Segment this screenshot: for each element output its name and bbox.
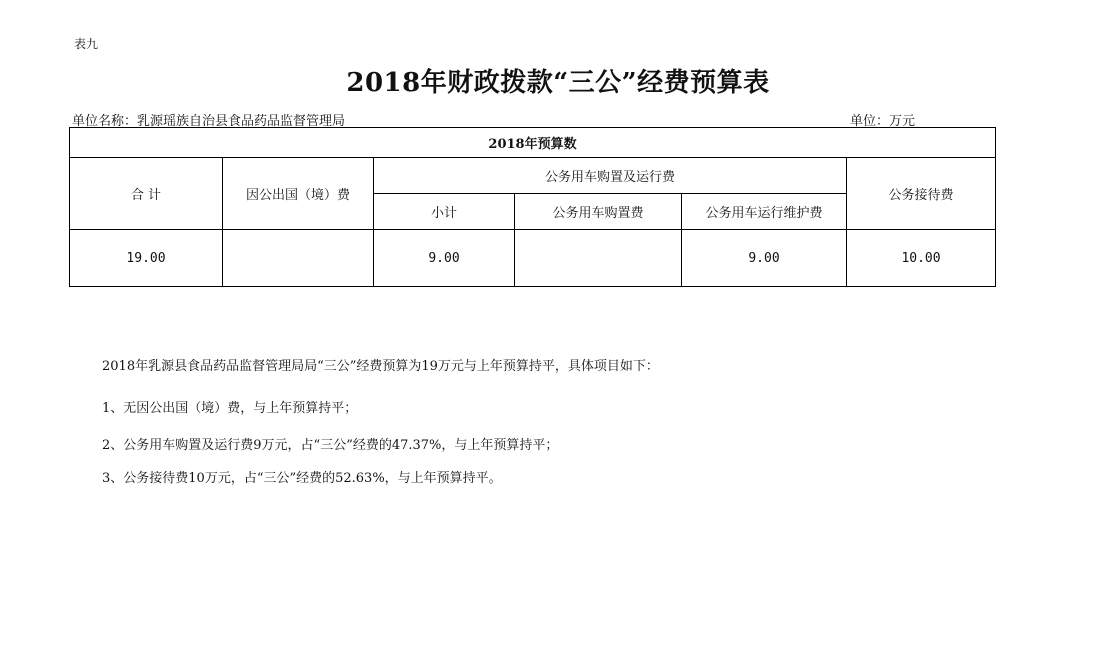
cell-total: 19.00	[70, 230, 223, 287]
cell-overseas	[223, 230, 374, 287]
note-item-2: 2、公务用车购置及运行费9万元，占“三公”经费的47.37%，与上年预算持平；	[102, 438, 559, 453]
sheet-label: 表九	[74, 37, 99, 51]
cell-vehicle-purchase	[515, 230, 682, 287]
table-row	[70, 230, 996, 287]
cell-subtotal: 9.00	[374, 230, 515, 287]
page-title: 2018年财政拨款“三公”经费预算表	[346, 68, 770, 98]
header-overseas: 因公出国（境）费	[223, 158, 374, 230]
note-summary: 2018年乳源县食品药品监督管理局局“三公”经费预算为19万元与上年预算持平，具体项目如下：	[102, 359, 659, 374]
unit-name: 单位名称：乳源瑶族自治县食品药品监督管理局	[72, 114, 346, 129]
note-item-3: 3、公务接待费10万元，占“三公”经费的52.63%，与上年预算持平。	[102, 471, 502, 486]
header-total: 合 计	[70, 158, 223, 230]
header-reception: 公务接待费	[847, 158, 996, 230]
budget-table	[69, 127, 996, 287]
header-vehicle-operation: 公务用车运行维护费	[682, 194, 847, 230]
cell-reception: 10.00	[847, 230, 996, 287]
header-vehicle-group: 公务用车购置及运行费	[374, 158, 847, 194]
header-subtotal: 小计	[374, 194, 515, 230]
table-header-year: 2018年预算数	[70, 128, 996, 158]
unit-label: 单位：万元	[850, 114, 916, 129]
cell-vehicle-operation: 9.00	[682, 230, 847, 287]
note-item-1: 1、无因公出国（境）费，与上年预算持平；	[102, 401, 358, 416]
header-vehicle-purchase: 公务用车购置费	[515, 194, 682, 230]
